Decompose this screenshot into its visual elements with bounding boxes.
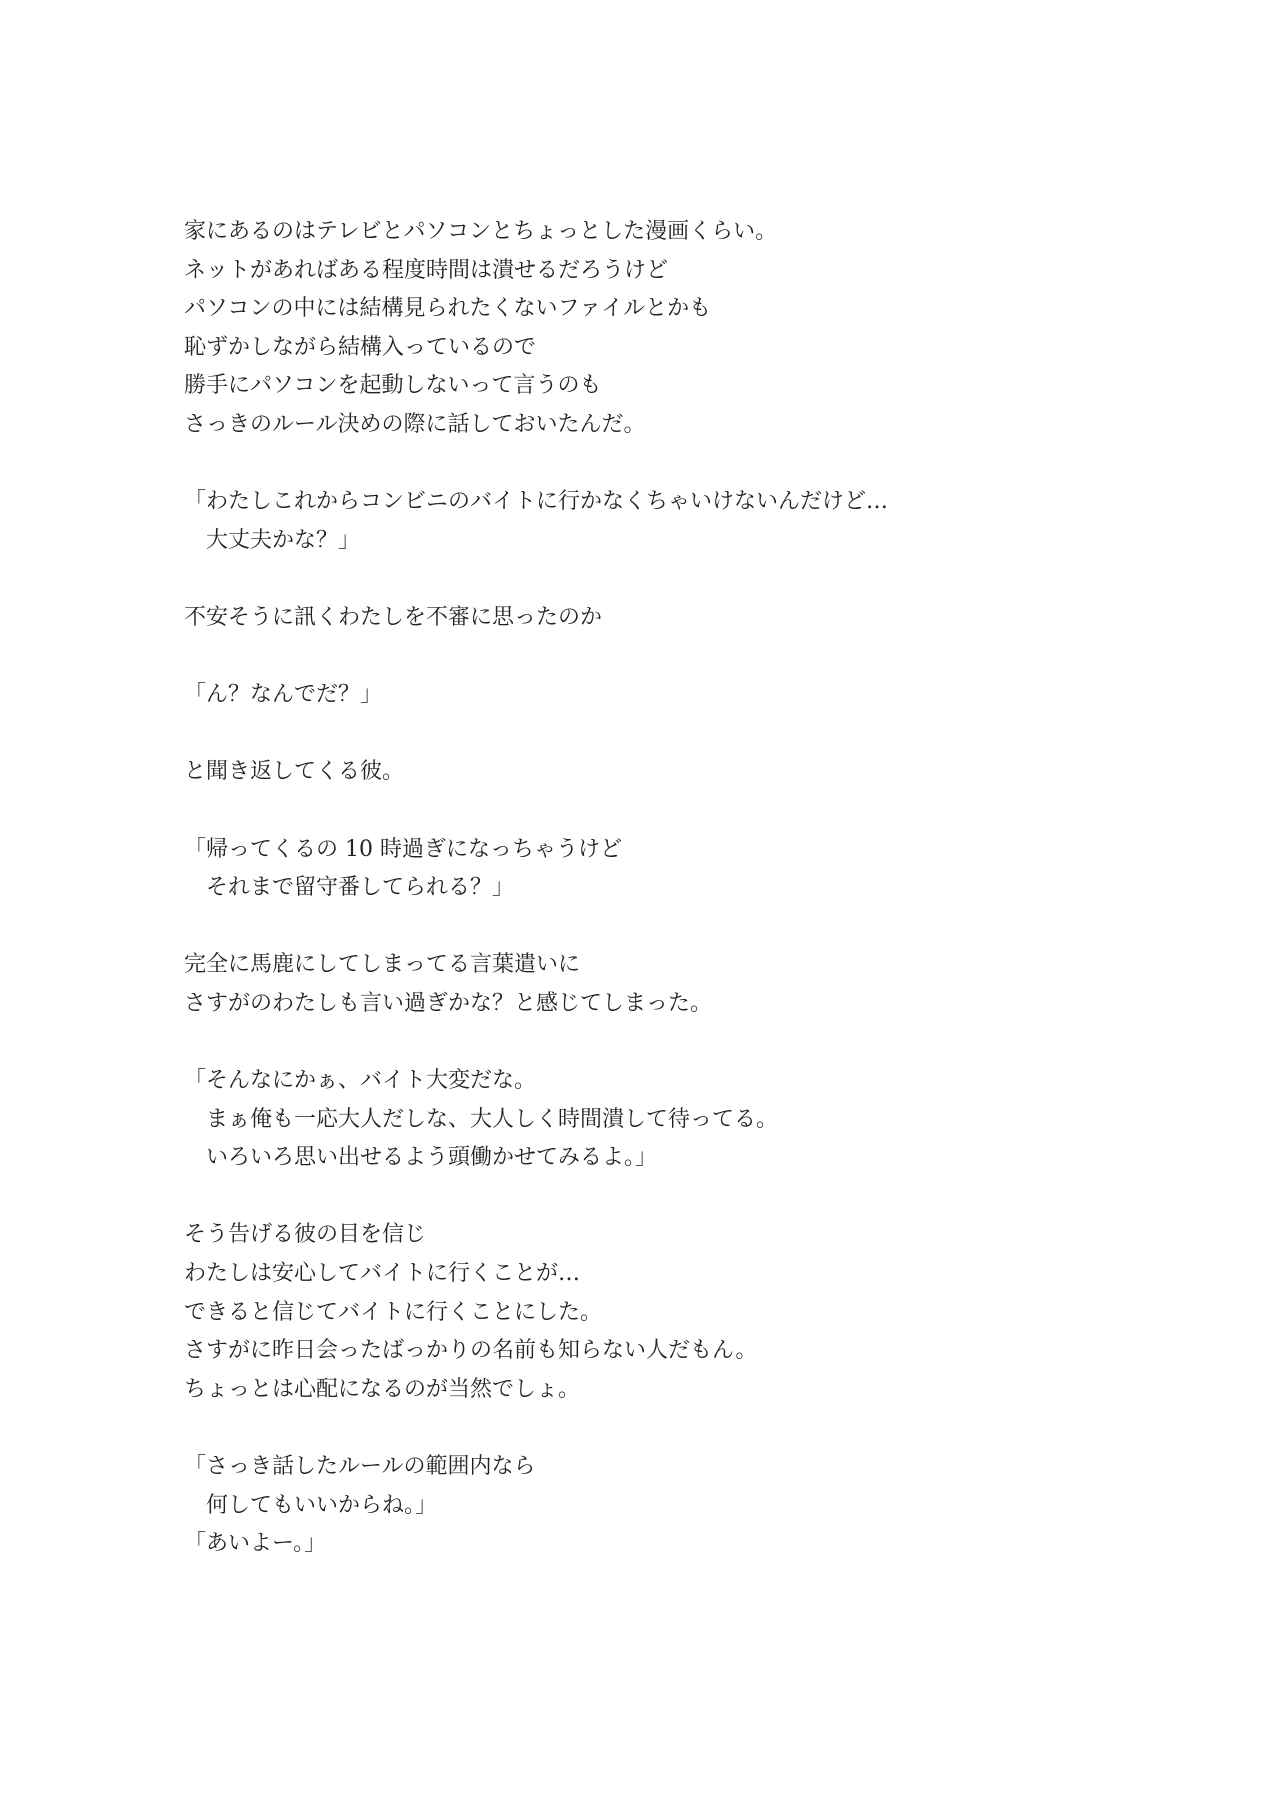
text-line: 勝手にパソコンを起動しないって言うのも — [184, 373, 602, 399]
text-line: そう告げる彼の目を信じ — [184, 1222, 427, 1248]
text-line: と聞き返してくる彼。 — [184, 759, 405, 785]
story-text — [184, 213, 1144, 1564]
text-line: 恥ずかしながら結構入っているので — [184, 334, 537, 360]
blank-line — [184, 638, 1144, 677]
text-line: さすがのわたしも言い過ぎかな？と感じてしまった。 — [184, 990, 713, 1016]
text-line: さっきのルール決めの際に話しておいたんだ。 — [184, 411, 646, 437]
text-line: 不安そうに訊くわたしを不審に思ったのか — [184, 604, 603, 630]
blank-line — [184, 792, 1144, 831]
blank-line — [184, 715, 1144, 754]
blank-line — [184, 908, 1144, 947]
text-line: 「帰ってくるの 10 時過ぎになっちゃうけど — [184, 836, 622, 862]
text-line: 完全に馬鹿にしてしまってる言葉遣いに — [184, 952, 581, 978]
text-line: できると信じてバイトに行くことにした。 — [184, 1299, 603, 1325]
text-line: 大丈夫かな？」 — [184, 527, 361, 553]
text-line: わたしは安心してバイトに行くことが… — [184, 1261, 581, 1287]
text-line: 家にあるのはテレビとパソコンとちょっとした漫画くらい。 — [184, 219, 778, 244]
blank-line — [184, 445, 1144, 484]
blank-line — [184, 560, 1144, 599]
blank-line — [184, 1178, 1144, 1217]
text-line: それまで留守番してられる？」 — [184, 875, 515, 901]
text-line: 「あいよー。」 — [184, 1531, 327, 1557]
text-line: いろいろ思い出せるよう頭働かせてみるよ。」 — [184, 1145, 658, 1171]
text-line: ネットがあればある程度時間は潰せるだろうけど — [184, 257, 669, 283]
text-line: 「そんなにかぁ、バイト大変だな。 — [184, 1068, 537, 1094]
text-line: パソコンの中には結構見られたくないファイルとかも — [184, 296, 712, 322]
text-line: まぁ俺も一応大人だしな、大人しく時間潰して待ってる。 — [184, 1106, 779, 1132]
text-line: ちょっとは心配になるのが当然でしょ。 — [184, 1376, 581, 1402]
text-line: 「さっき話したルールの範囲内なら — [184, 1454, 536, 1479]
text-line: 「わたしこれからコンビニのバイトに行かなくちゃいけないんだけど… — [184, 489, 889, 515]
text-line: さすがに昨日会ったばっかりの名前も知らない人だもん。 — [184, 1338, 758, 1364]
blank-line — [184, 1023, 1144, 1062]
text-line: 何してもいいからね。」 — [184, 1492, 438, 1518]
text-line: 「ん？なんでだ？」 — [184, 682, 383, 708]
blank-line — [184, 1409, 1144, 1448]
